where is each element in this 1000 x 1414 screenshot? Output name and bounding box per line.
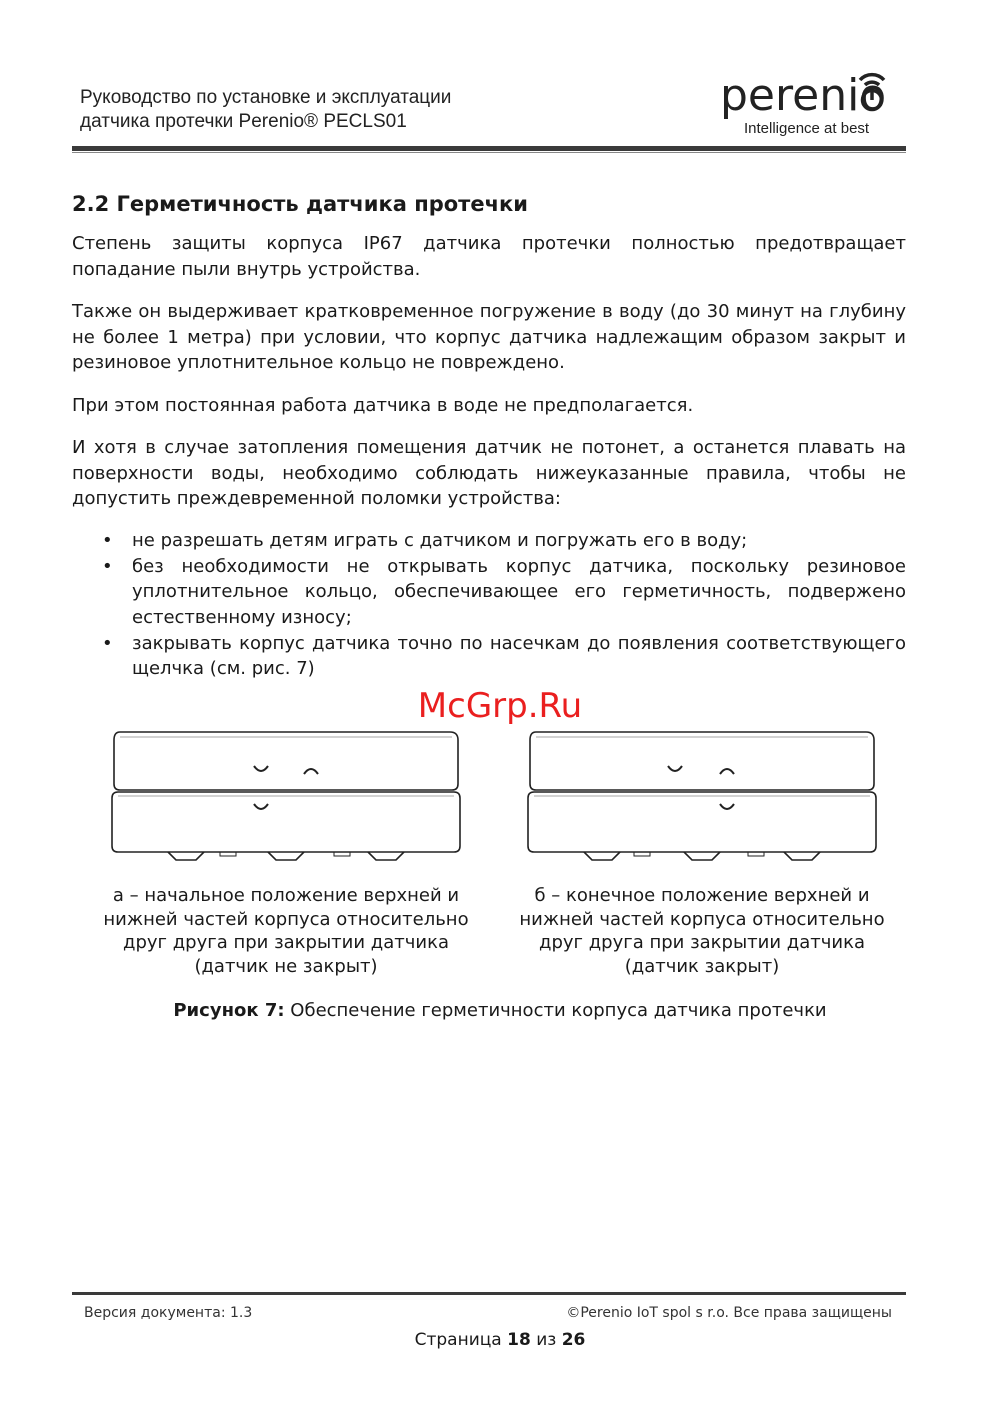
list-item — [72, 528, 906, 554]
page-current: 18 — [507, 1330, 531, 1350]
caption-b-line: (датчик закрыт) — [624, 955, 780, 977]
paragraph-flooding: И хотя в случае затопления помещения датчик не потонет, а останется плавать на поверхности воды, необходимо соблюдать нижеуказанные правила, чтобы не допустить преждевременной поломки устройства: — [72, 437, 906, 509]
logo-tagline: Intelligence at best — [744, 120, 870, 137]
document-title — [80, 86, 451, 134]
caption-a-line: а – начальное положение верхней и — [112, 885, 460, 906]
caption-a-line: друг друга при закрытии датчика — [123, 932, 449, 953]
power-signal-icon — [852, 64, 892, 112]
caption-a-line: нижней частей корпуса относительно — [103, 908, 469, 930]
list-item-text: закрывать корпус датчика точно по насечкам до появления соответствующего щелчка (см. рис. 7) — [132, 632, 906, 679]
page-number — [0, 1330, 1000, 1350]
paragraph-ip67: Степень защиты корпуса IP67 датчика протечки полностью предотвращает попадание пыли внутрь устройства. — [72, 233, 906, 280]
page-total: 26 — [561, 1330, 586, 1350]
section-heading: 2.2 Герметичность датчика протечки — [72, 192, 528, 216]
section-content — [72, 190, 906, 682]
page-middle: из — [530, 1330, 562, 1350]
header-divider — [72, 146, 906, 151]
perenio-logo — [702, 60, 902, 140]
figure-title-text: Обеспечение герметичности корпуса датчика протечки — [284, 1000, 827, 1021]
watermark: McGrp.Ru — [417, 686, 583, 726]
caption-b-line: нижней частей корпуса относительно — [519, 908, 885, 930]
header-divider-thin — [72, 152, 906, 153]
document-title-line1: Руководство по установке и эксплуатации — [80, 87, 452, 108]
bullet-icon: • — [102, 529, 113, 551]
caption-a-line: (датчик не закрыт) — [194, 955, 378, 977]
bullet-icon: • — [102, 632, 113, 654]
page-prefix: Страница — [414, 1330, 508, 1350]
document-title-line2: датчика протечки Perenio® PECLS01 — [80, 111, 407, 132]
caption-b-line: друг друга при закрытии датчика — [539, 932, 865, 953]
logo-wordmark: perenio — [720, 70, 887, 121]
figure-title-label: Рисунок 7: — [173, 1000, 285, 1021]
copyright-notice: ©Perenio IoT spol s r.o. Все права защищены — [566, 1305, 892, 1321]
caption-b-line: б – конечное положение верхней и — [534, 885, 870, 906]
list-item-text: без необходимости не открывать корпус датчика, поскольку резиновое уплотнительное кольцо, обеспечивающее его герметичность, подвержено естественному износу; — [132, 555, 906, 628]
rules-list — [72, 528, 906, 682]
figure-caption-a — [86, 884, 486, 978]
paragraph-constant-work: При этом постоянная работа датчика в воде не предполагается. — [72, 394, 694, 416]
sensor-open-illustration — [108, 726, 464, 866]
sensor-closed-illustration — [524, 726, 880, 866]
footer-divider — [72, 1292, 906, 1295]
page-header — [72, 60, 906, 156]
list-item — [72, 631, 906, 682]
figure-caption-b — [502, 884, 902, 978]
bullet-icon: • — [102, 555, 113, 577]
paragraph-immersion: Также он выдерживает кратковременное погружение в воду (до 30 минут на глубину не более 1 метра) при условии, что корпус датчика надлежащим образом закрыт и резиновое уплотнительное кольцо не повреждено. — [72, 301, 906, 373]
document-version: Версия документа: 1.3 — [84, 1305, 253, 1321]
list-item-text: не разрешать детям играть с датчиком и погружать его в воду; — [132, 529, 748, 551]
figure-title — [0, 998, 1000, 1023]
list-item — [72, 554, 906, 631]
